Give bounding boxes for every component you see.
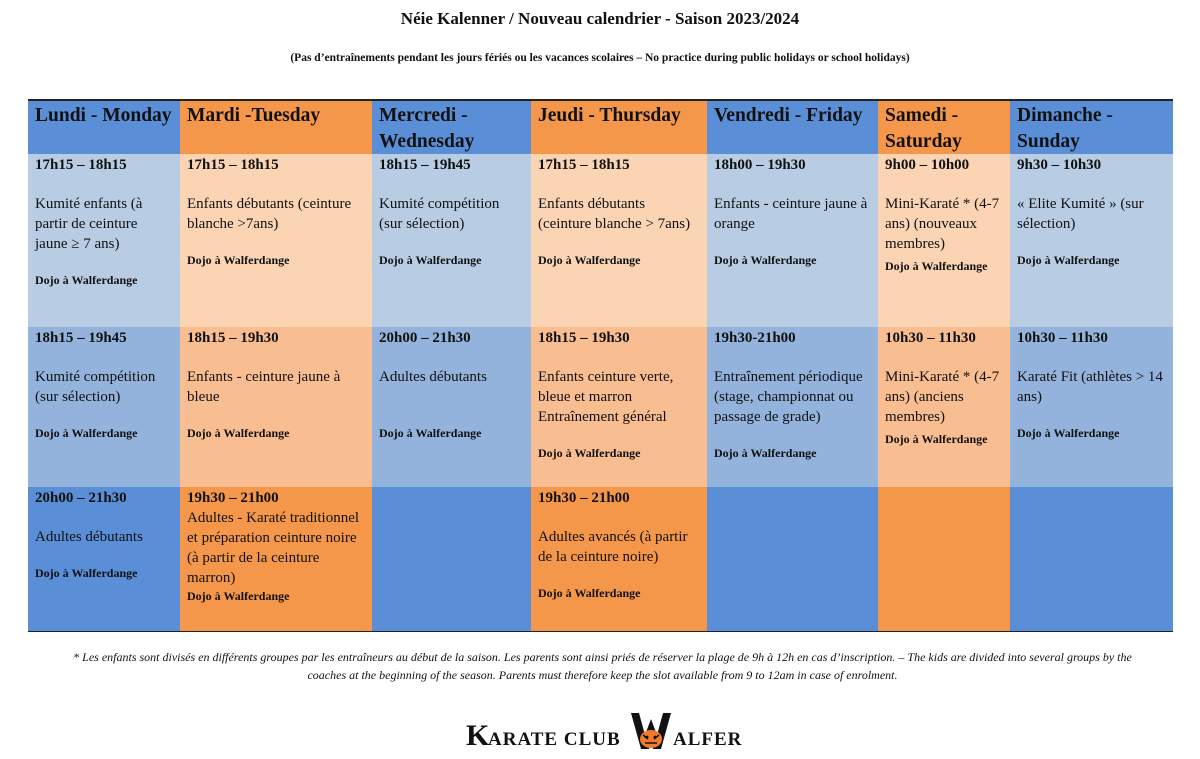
session-cell-empty [707,487,878,631]
session-location: Dojo à Walferdange [538,586,641,600]
session-activity: Mini-Karaté * (4-7 ans) (anciens membres) [885,369,1000,425]
session-time: 18h15 – 19h45 [379,157,471,173]
session-location: Dojo à Walferdange [35,566,138,580]
day-header-thursday: Jeudi - Thursday [531,101,707,154]
session-activity: Adultes débutants [35,529,143,545]
session-time: 17h15 – 18h15 [35,157,127,173]
svg-text:K: K [466,719,490,752]
session-location: Dojo à Walferdange [885,259,988,273]
session-time: 20h00 – 21h30 [379,330,471,346]
session-location: Dojo à Walferdange [187,426,290,440]
session-cell [28,154,180,327]
session-activity: Mini-Karaté * (4-7 ans) (nouveaux membres) [885,196,1000,252]
session-activity: « Elite Kumité » (sur sélection) [1017,196,1144,232]
session-cell [531,154,707,327]
session-cell-empty [1010,487,1173,631]
session-activity: Kumité compétition (sur sélection) [35,369,156,405]
session-activity: Enfants débutants (ceinture blanche >7ans) [187,196,352,232]
session-time: 20h00 – 21h30 [35,490,127,506]
session-activity: Kumité compétition (sur sélection) [379,196,500,232]
session-cell-empty [878,487,1010,631]
session-activity: Karaté Fit (athlètes > 14 ans) [1017,369,1163,405]
session-location: Dojo à Walferdange [538,446,641,460]
schedule-table [28,99,1173,632]
session-cell [180,487,372,631]
session-activity: Entraînement périodique (stage, championnat ou passage de grade) [714,369,863,425]
session-cell [372,327,531,487]
session-cell [28,327,180,487]
session-time: 18h15 – 19h45 [35,330,127,346]
session-location: Dojo à Walferdange [379,426,482,440]
session-activity: Enfants - ceinture jaune à orange [714,196,868,232]
session-location: Dojo à Walferdange [35,426,138,440]
session-time: 10h30 – 11h30 [1017,330,1108,346]
session-location: Dojo à Walferdange [885,432,988,446]
session-activity: Adultes - Karaté traditionnel et préparation ceinture noire (à partir de la ceinture marron) [187,510,360,586]
session-time: 9h30 – 10h30 [1017,157,1102,173]
session-time: 18h00 – 19h30 [714,157,806,173]
session-activity: Adultes avancés (à partir de la ceinture noire) [538,529,688,565]
session-location: Dojo à Walferdange [35,273,138,287]
page-title: Néie Kalenner / Nouveau calendrier - Saison 2023/2024 [400,9,800,28]
session-location: Dojo à Walferdange [379,253,482,267]
session-time: 18h15 – 19h30 [538,330,630,346]
session-location: Dojo à Walferdange [714,253,817,267]
club-logo [466,705,746,755]
session-cell [1010,154,1173,327]
session-location: Dojo à Walferdange [1017,253,1120,267]
session-cell [531,327,707,487]
session-time: 10h30 – 11h30 [885,330,976,346]
session-cell [180,154,372,327]
session-cell [707,154,878,327]
session-activity: Enfants ceinture verte, bleue et marron Entraînement général [538,369,674,425]
footnote: * Les enfants sont divisés en différents groupes par les entraîneurs au début de la saison. Les parents sont ainsi priés de réserver la plage de 9h à 12h en cas d’inscription. – The kids are divided into several groups by the coaches at the beginning of the season. Parents must therefore keep the slot available from 9 to 12am in case of enrolment. [73,650,1132,682]
session-cell [180,327,372,487]
svg-text:ALFER: ALFER [673,729,743,750]
session-location: Dojo à Walferdange [714,446,817,460]
session-activity: Adultes débutants [379,369,487,385]
session-cell [707,327,878,487]
session-time: 17h15 – 18h15 [187,157,279,173]
tiger-w-logo-icon [466,705,746,755]
session-cell [1010,327,1173,487]
session-location: Dojo à Walferdange [187,253,290,267]
session-location: Dojo à Walferdange [538,253,641,267]
day-header-tuesday: Mardi -Tuesday [180,101,372,154]
session-location: Dojo à Walferdange [1017,426,1120,440]
day-header-friday: Vendredi - Friday [707,101,878,154]
session-cell [28,487,180,631]
day-header-sunday: Dimanche - Sunday [1010,101,1173,154]
day-header-wednesday: Mercredi - Wednesday [372,101,531,154]
session-time: 19h30 – 21h00 [538,490,630,506]
session-cell-empty [372,487,531,631]
svg-text:ARATE CLUB: ARATE CLUB [488,729,621,750]
session-activity: Enfants - ceinture jaune à bleue [187,369,341,405]
page-subtitle: (Pas d’entraînements pendant les jours fériés ou les vacances scolaires – No practice during public holidays or school holidays) [290,52,910,64]
session-cell [878,154,1010,327]
session-time: 18h15 – 19h30 [187,330,279,346]
session-cell [372,154,531,327]
session-time: 17h15 – 18h15 [538,157,630,173]
session-time: 19h30 – 21h00 [187,490,279,506]
session-time: 19h30-21h00 [714,330,796,346]
session-activity: Enfants débutants (ceinture blanche > 7ans) [538,196,691,232]
day-header-monday: Lundi - Monday [28,101,180,154]
session-cell [531,487,707,631]
session-cell [878,327,1010,487]
session-activity: Kumité enfants (à partir de ceinture jaune ≥ 7 ans) [35,196,143,252]
session-location: Dojo à Walferdange [187,589,290,603]
day-header-saturday: Samedi - Saturday [878,101,1010,154]
session-time: 9h00 – 10h00 [885,157,970,173]
